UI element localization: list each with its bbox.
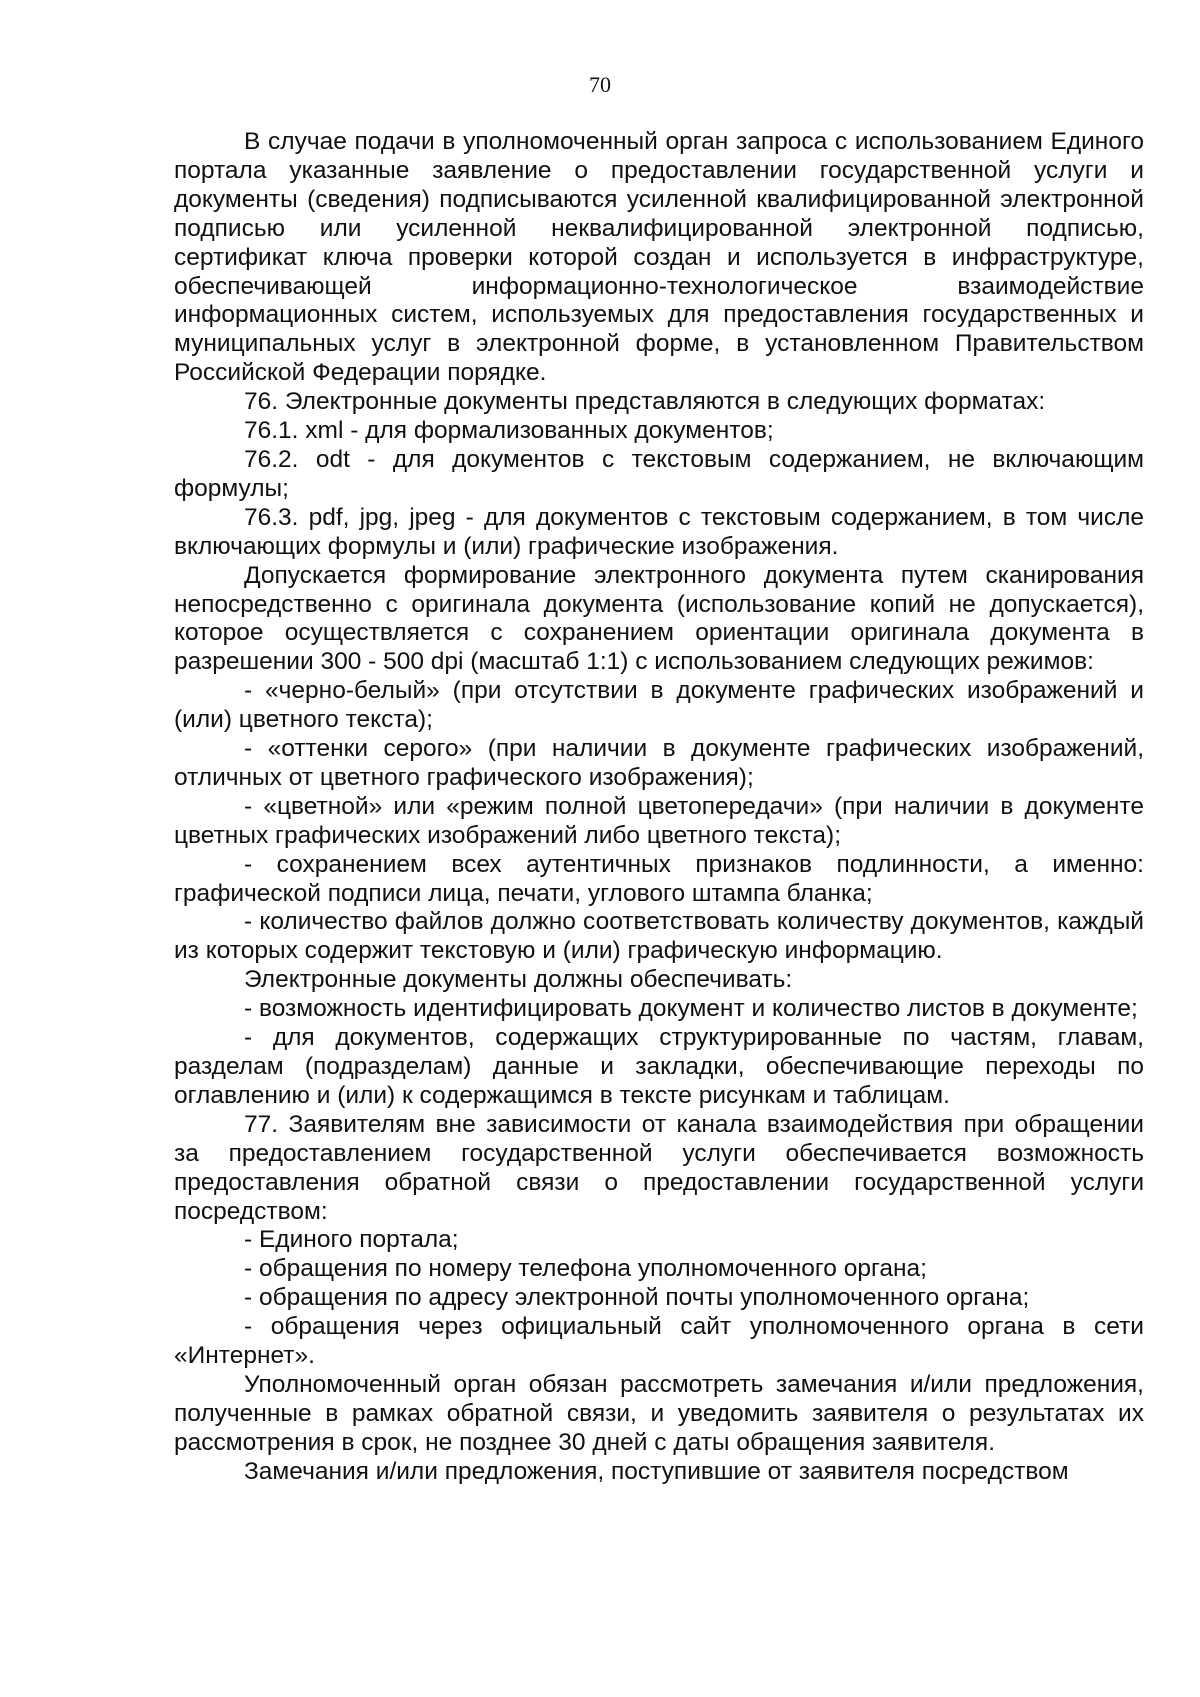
document-body xyxy=(174,128,1144,1487)
paragraph-76-formats: 76. Электронные документы представляются в следующих форматах: xyxy=(244,388,1046,416)
paragraph-76-1-xml: 76.1. xml - для формализованных документов; xyxy=(244,417,774,445)
list-item-identify: - возможность идентифицировать документ и количество листов в документе; xyxy=(244,995,1138,1023)
list-item-phone: - обращения по номеру телефона уполномоченного органа; xyxy=(244,1255,927,1283)
paragraph-review-obligation: Уполномоченный орган обязан рассмотреть замечания и/или предложения, полученные в рамках обратной связи, и уведомить заявителя о результатах их рассмотрения в срок, не позднее 30 дней с даты обращения заявителя. xyxy=(174,1370,1144,1456)
paragraph-documents-must: Электронные документы должны обеспечивать: xyxy=(244,966,793,994)
list-item-authenticity: - сохранением всех аутентичных признаков подлинности, а именно: графической подписи лица, печати, углового штампа бланка; xyxy=(174,850,1144,907)
paragraph-remarks: Замечания и/или предложения, поступившие от заявителя посредством xyxy=(244,1457,1069,1485)
paragraph-76-3-pdf: 76.3. pdf, jpg, jpeg - для документов с текстовым содержанием, в том числе включающих формулы и (или) графические изображения. xyxy=(174,503,1144,560)
list-item-black-white: - «черно-белый» (при отсутствии в документе графических изображений и (или) цветного текста); xyxy=(174,677,1144,734)
paragraph-epgu-signature: В случае подачи в уполномоченный орган запроса с использованием Единого портала указанные заявление о предоставлении государственной услуги и документы (сведения) подписываются усиленной квалифицированной электронной подписью или усиленной неквалифицированной электронной подписью, сертификат ключа проверки которой создан и используется в инфраструктуре, обеспечивающей информационно-технологическое взаимодействие информационных систем, используемых для предоставления государственных и муниципальных услуг в электронной форме, в установленном Правительством Российской Федерации порядке. xyxy=(174,128,1144,387)
list-item-grayscale: - «оттенки серого» (при наличии в документе графических изображений, отличных от цветного графического изображения); xyxy=(174,735,1144,791)
paragraph-scanning: Допускается формирование электронного документа путем сканирования непосредственно с оригинала документа (использование копий не допускается), которое осуществляется с сохранением ориентации оригинала документа в разрешении 300 - 500 dpi (масштаб 1:1) с использованием следующих режимов: xyxy=(174,561,1144,676)
list-item-email: - обращения по адресу электронной почты уполномоченного органа; xyxy=(244,1284,1030,1312)
list-item-website: - обращения через официальный сайт уполномоченного органа в сети «Интернет». xyxy=(174,1313,1144,1370)
page-number: 70 xyxy=(589,72,611,97)
list-item-bookmarks: - для документов, содержащих структурированные по частям, главам, разделам (подразделам) данные и закладки, обеспечивающие переходы по оглавлению и (или) к содержащимся в тексте рисункам и таблицам. xyxy=(174,1024,1144,1109)
paragraph-77-feedback: 77. Заявителям вне зависимости от канала взаимодействия при обращении за предоставлением государственной услуги обеспечивается возможность предоставления обратной связи о предоставлении государственной услуги посредством: xyxy=(174,1110,1144,1225)
list-item-portal: - Единого портала; xyxy=(244,1226,459,1254)
list-item-color: - «цветной» или «режим полной цветопередачи» (при наличии в документе цветных графических изображений либо цветного текста); xyxy=(174,792,1144,849)
list-item-file-count: - количество файлов должно соответствовать количеству документов, каждый из которых содержит текстовую и (или) графическую информацию. xyxy=(174,908,1144,965)
paragraph-76-2-odt: 76.2. odt - для документов с текстовым содержанием, не включающим формулы; xyxy=(174,445,1144,502)
